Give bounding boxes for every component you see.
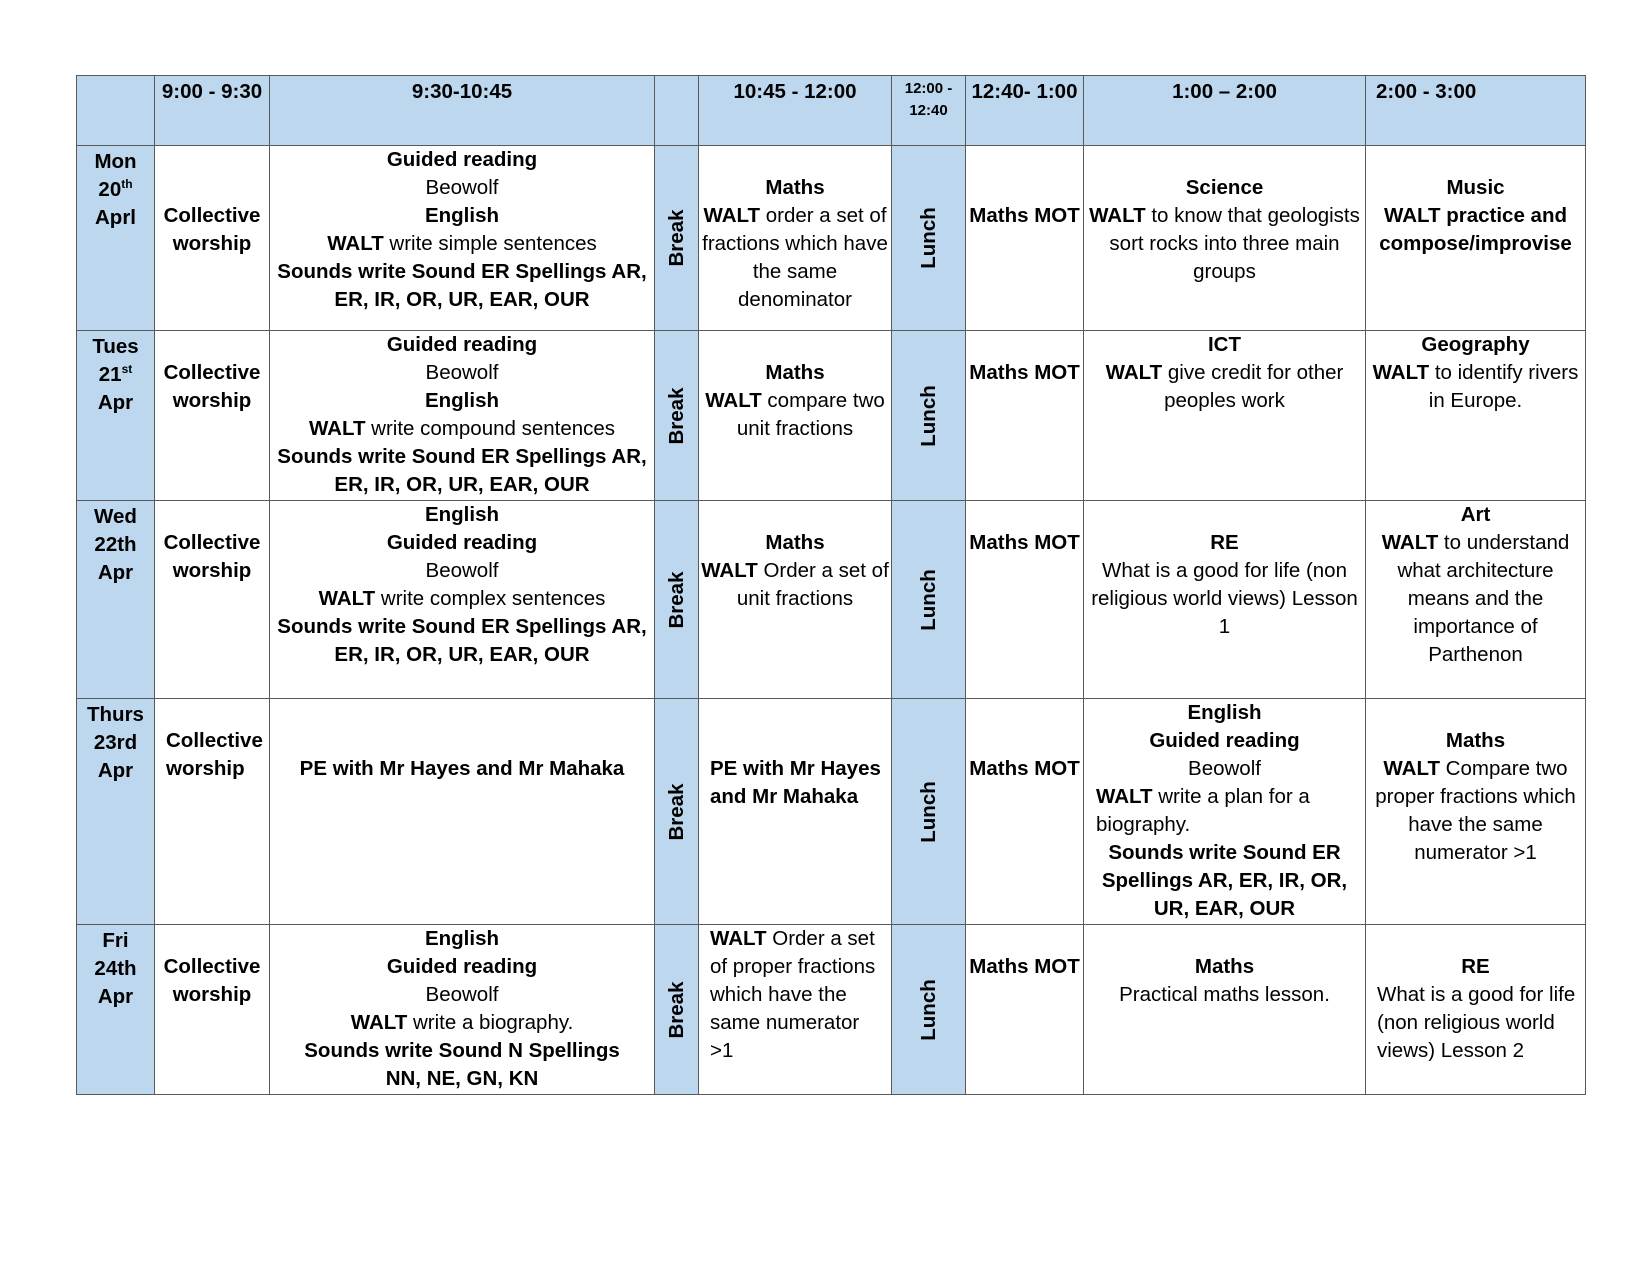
- day-month: Aprl: [95, 206, 136, 229]
- maths-lesson-cell: Maths WALT Order a set of unit fractions: [699, 501, 892, 699]
- afternoon-lesson-2-cell: Maths WALT Compare two proper fractions which have the same numerator >1: [1366, 699, 1586, 925]
- lunch-cell: Lunch: [892, 146, 966, 331]
- timetable-row-tuesday: [77, 331, 1586, 501]
- morning-lesson-cell: English Guided reading Beowolf WALT write a biography. Sounds write Sound N Spellings NN, NE, GN, KN: [270, 925, 655, 1095]
- afternoon-lesson-2-cell: Art WALT to understand what architecture means and the importance of Parthenon: [1366, 501, 1586, 699]
- header-time-1240: 12:40- 1:00: [966, 76, 1084, 146]
- header-time-1045: 10:45 - 12:00: [699, 76, 892, 146]
- header-time-0900: 9:00 - 9:30: [155, 76, 270, 146]
- maths-pe-cell: PE with Mr Hayes and Mr Mahaka: [699, 699, 892, 925]
- maths-mot-cell: Maths MOT: [966, 925, 1084, 1095]
- morning-lesson-cell: Guided reading Beowolf English WALT write simple sentences Sounds write Sound ER Spellings AR, ER, IR, OR, UR, EAR, OUR: [270, 146, 655, 331]
- day-label: [77, 699, 155, 925]
- day-date: 24th: [94, 957, 137, 980]
- afternoon-lesson-2-cell: RE What is a good for life (non religious world views) Lesson 2: [1366, 925, 1586, 1095]
- day-label: [77, 331, 155, 501]
- day-name: Thurs: [87, 703, 144, 726]
- afternoon-lesson-1-cell: RE What is a good for life (non religious world views) Lesson 1: [1084, 501, 1366, 699]
- timetable-row-friday: [77, 925, 1586, 1095]
- worship-cell: Collective worship: [155, 146, 270, 331]
- maths-lesson-cell: Maths WALT order a set of fractions which have the same denominator: [699, 146, 892, 331]
- day-month: Apr: [97, 391, 134, 414]
- timetable-row-monday: [77, 146, 1586, 331]
- weekly-timetable: [76, 75, 1586, 1095]
- lunch-cell: Lunch: [892, 331, 966, 501]
- day-label: [77, 925, 155, 1095]
- day-label: [77, 501, 155, 699]
- header-break-blank: [655, 76, 699, 146]
- timetable-row-thursday: [77, 699, 1586, 925]
- day-month: Apr: [97, 985, 134, 1008]
- afternoon-lesson-2-cell: Music WALT practice and compose/improvise: [1366, 146, 1586, 331]
- break-cell: Break: [655, 699, 699, 925]
- header-row: [77, 76, 1586, 146]
- day-date: 20th: [98, 177, 133, 201]
- afternoon-lesson-1-cell: Science WALT to know that geologists sort rocks into three main groups: [1084, 146, 1366, 331]
- day-month: Apr: [97, 759, 134, 782]
- header-time-1400: 2:00 - 3:00: [1366, 76, 1586, 146]
- maths-lesson-cell: Maths WALT compare two unit fractions: [699, 331, 892, 501]
- timetable-row-wednesday: [77, 501, 1586, 699]
- morning-pe-cell: PE with Mr Hayes and Mr Mahaka: [270, 699, 655, 925]
- header-time-1300: 1:00 – 2:00: [1084, 76, 1366, 146]
- day-name: Fri: [102, 929, 129, 952]
- day-date: 23rd: [93, 731, 138, 754]
- day-date: 21st: [98, 362, 133, 386]
- header-corner: [77, 76, 155, 146]
- day-month: Apr: [97, 561, 134, 584]
- day-name: Tues: [92, 335, 139, 358]
- worship-cell: Collective worship: [155, 501, 270, 699]
- day-name: Wed: [94, 505, 137, 528]
- maths-mot-cell: Maths MOT: [966, 699, 1084, 925]
- afternoon-lesson-2-cell: Geography WALT to identify rivers in Europe.: [1366, 331, 1586, 501]
- maths-mot-cell: Maths MOT: [966, 146, 1084, 331]
- lunch-cell: Lunch: [892, 925, 966, 1095]
- maths-mot-cell: Maths MOT: [966, 501, 1084, 699]
- break-cell: Break: [655, 146, 699, 331]
- day-name: Mon: [94, 150, 137, 173]
- morning-lesson-cell: Guided reading Beowolf English WALT write compound sentences Sounds write Sound ER Spellings AR, ER, IR, OR, UR, EAR, OUR: [270, 331, 655, 501]
- worship-cell: Collective worship: [155, 699, 270, 925]
- worship-cell: Collective worship: [155, 331, 270, 501]
- afternoon-lesson-1-cell: ICT WALT give credit for other peoples work: [1084, 331, 1366, 501]
- morning-lesson-cell: English Guided reading Beowolf WALT write complex sentences Sounds write Sound ER Spellings AR, ER, IR, OR, UR, EAR, OUR: [270, 501, 655, 699]
- break-cell: Break: [655, 501, 699, 699]
- worship-cell: Collective worship: [155, 925, 270, 1095]
- afternoon-lesson-1-cell: English Guided reading Beowolf WALT write a plan for a biography. Sounds write Sound ER Spellings AR, ER, IR, OR, UR, EAR, OUR: [1084, 699, 1366, 925]
- lunch-cell: Lunch: [892, 699, 966, 925]
- maths-lesson-cell: WALT Order a set of proper fractions which have the same numerator >1: [699, 925, 892, 1095]
- break-cell: Break: [655, 925, 699, 1095]
- maths-mot-cell: Maths MOT: [966, 331, 1084, 501]
- lunch-cell: Lunch: [892, 501, 966, 699]
- break-cell: Break: [655, 331, 699, 501]
- day-date: 22th: [94, 533, 137, 556]
- afternoon-lesson-1-cell: Maths Practical maths lesson.: [1084, 925, 1366, 1095]
- day-label: [77, 146, 155, 331]
- header-time-0930: 9:30-10:45: [270, 76, 655, 146]
- header-time-1200: 12:00 - 12:40: [892, 76, 966, 146]
